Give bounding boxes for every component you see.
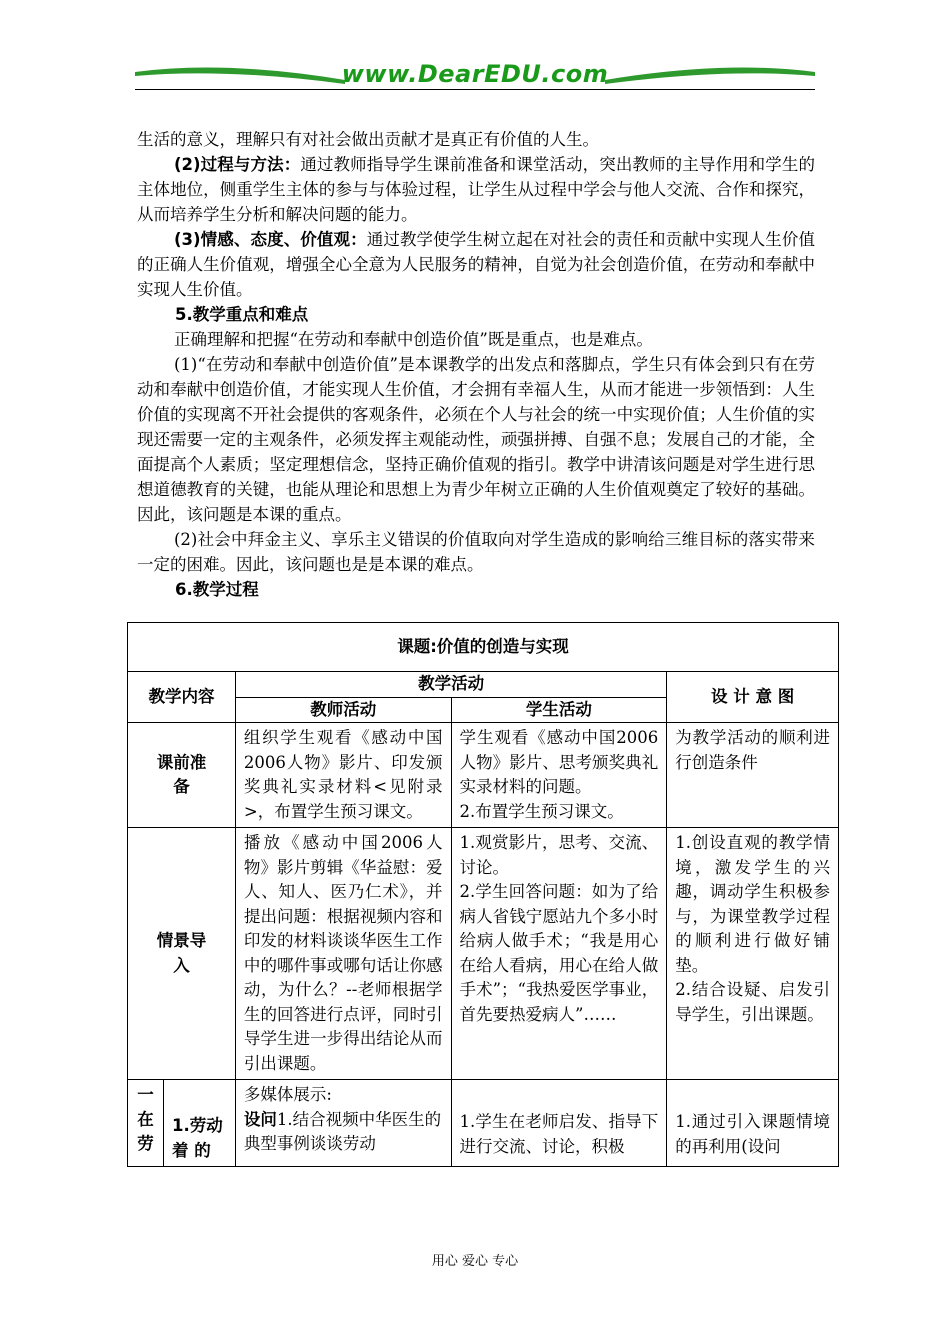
row-student: 学生观看《感动中国2006人物》影片、思考颁奖典礼实录材料的问题。 2.布置学生预习课文。: [451, 723, 667, 828]
table-header-row: [128, 672, 839, 698]
table-row: [128, 723, 839, 828]
table-row-partial: [128, 1080, 839, 1167]
row-intent: 1.通过引入课题情境的再利用(设问: [667, 1080, 839, 1167]
body-text: [137, 127, 815, 602]
row-student: 1.学生在老师启发、指导下进行交流、讨论，积极: [451, 1080, 667, 1167]
header-teacher: 教师活动: [235, 697, 451, 723]
row-content: 1.劳动着 的: [163, 1080, 235, 1167]
site-logo[interactable]: www.DearEDU.com: [341, 60, 609, 88]
paragraph: (2)社会中拜金主义、享乐主义错误的价值取向对学生造成的影响给三维目标的落实带来一定的困难。因此，该问题也是是本课的难点。: [137, 530, 815, 574]
paragraph: (3)情感、态度、价值观：通过教学使学生树立起在对社会的责任和贡献中实现人生价值的正确人生价值观，增强全心全意为人民服务的精神，自觉为社会创造价值，在劳动和奉献中实现人生价值。: [137, 230, 815, 299]
table-row: [128, 828, 839, 1080]
paragraph: (1)“在劳动和奉献中创造价值”是本课教学的出发点和落脚点，学生只有体会到只有在劳动和奉献中创造价值，才能实现人生价值，才会拥有幸福人生，从而才能进一步领悟到：人生价值的实现离不开社会提供的客观条件，必须在个人与社会的统一中实现价值；人生价值的实现还需要一定的主观条件，必须发挥主观能动性，顽强拼搏、自强不息；发展自己的才能，全面提高个人素质；坚定理想信念，坚持正确价值观的指引。教学中讲清该问题是对学生进行思想道德教育的关键，也能从理论和思想上为青少年树立正确的人生价值观奠定了较好的基础。因此，该问题是本课的重点。: [137, 355, 815, 524]
page-header: [135, 58, 815, 94]
row-intent: 1.创设直观的教学情境，激发学生的兴趣，调动学生积极参与，为课堂教学过程的顺利进行做好铺垫。 2.结合设疑、启发引导学生，引出课题。: [667, 828, 839, 1080]
row-intent: 为教学活动的顺利进行创造条件: [667, 723, 839, 828]
row-section: 一在劳: [128, 1080, 164, 1167]
table-title-row: [128, 623, 839, 672]
header-activity: 教学活动: [235, 672, 666, 698]
lesson-plan-table: [127, 622, 839, 1167]
row-content: 情景导入: [128, 828, 236, 1080]
page-footer: 用心 爱心 专心: [431, 1254, 519, 1269]
row-student: 1.观赏影片，思考、交流、讨论。 2.学生回答问题：如为了给病人省钱宁愿站九个多小时给病人做手术；“我是用心在给人看病，用心在给人做手术”；“我热爱医学事业，首先要热爱病人”……: [451, 828, 667, 1080]
row-teacher: 组织学生观看《感动中国2006人物》影片、印发颁奖典礼实录材料<见附录>，布置学生预习课文。: [235, 723, 451, 828]
header-content: 教学内容: [128, 672, 236, 723]
section-heading: 6.教学过程: [175, 580, 259, 599]
row-teacher: 多媒体展示: 设问1.结合视频中华医生的典型事例谈谈劳动: [235, 1080, 451, 1167]
header-rule: [135, 89, 815, 90]
table-title: 课题:价值的创造与实现: [128, 623, 839, 672]
paragraph: 生活的意义，理解只有对社会做出贡献才是真正有价值的人生。: [137, 130, 599, 149]
row-teacher: 播放《感动中国2006人物》影片剪辑《华益慰：爱人、知人、医乃仁术》，并提出问题：根据视频内容和印发的材料谈谈华医生工作中的哪件事或哪句话让你感动，为什么？--老师根据学生的回答进行点评，同时引导学生进一步得出结论从而引出课题。: [235, 828, 451, 1080]
header-student: 学生活动: [451, 697, 667, 723]
row-content: 课前准备: [128, 723, 236, 828]
section-heading: 5.教学重点和难点: [175, 305, 309, 324]
paragraph: 正确理解和把握“在劳动和奉献中创造价值”既是重点，也是难点。: [174, 330, 653, 349]
header-intent: 设 计 意 图: [667, 672, 839, 723]
paragraph: (2)过程与方法：通过教师指导学生课前准备和课堂活动，突出教师的主导作用和学生的主体地位，侧重学生主体的参与与体验过程，让学生从过程中学会与他人交流、合作和探究，从而培养学生分析和解决问题的能力。: [137, 155, 815, 224]
